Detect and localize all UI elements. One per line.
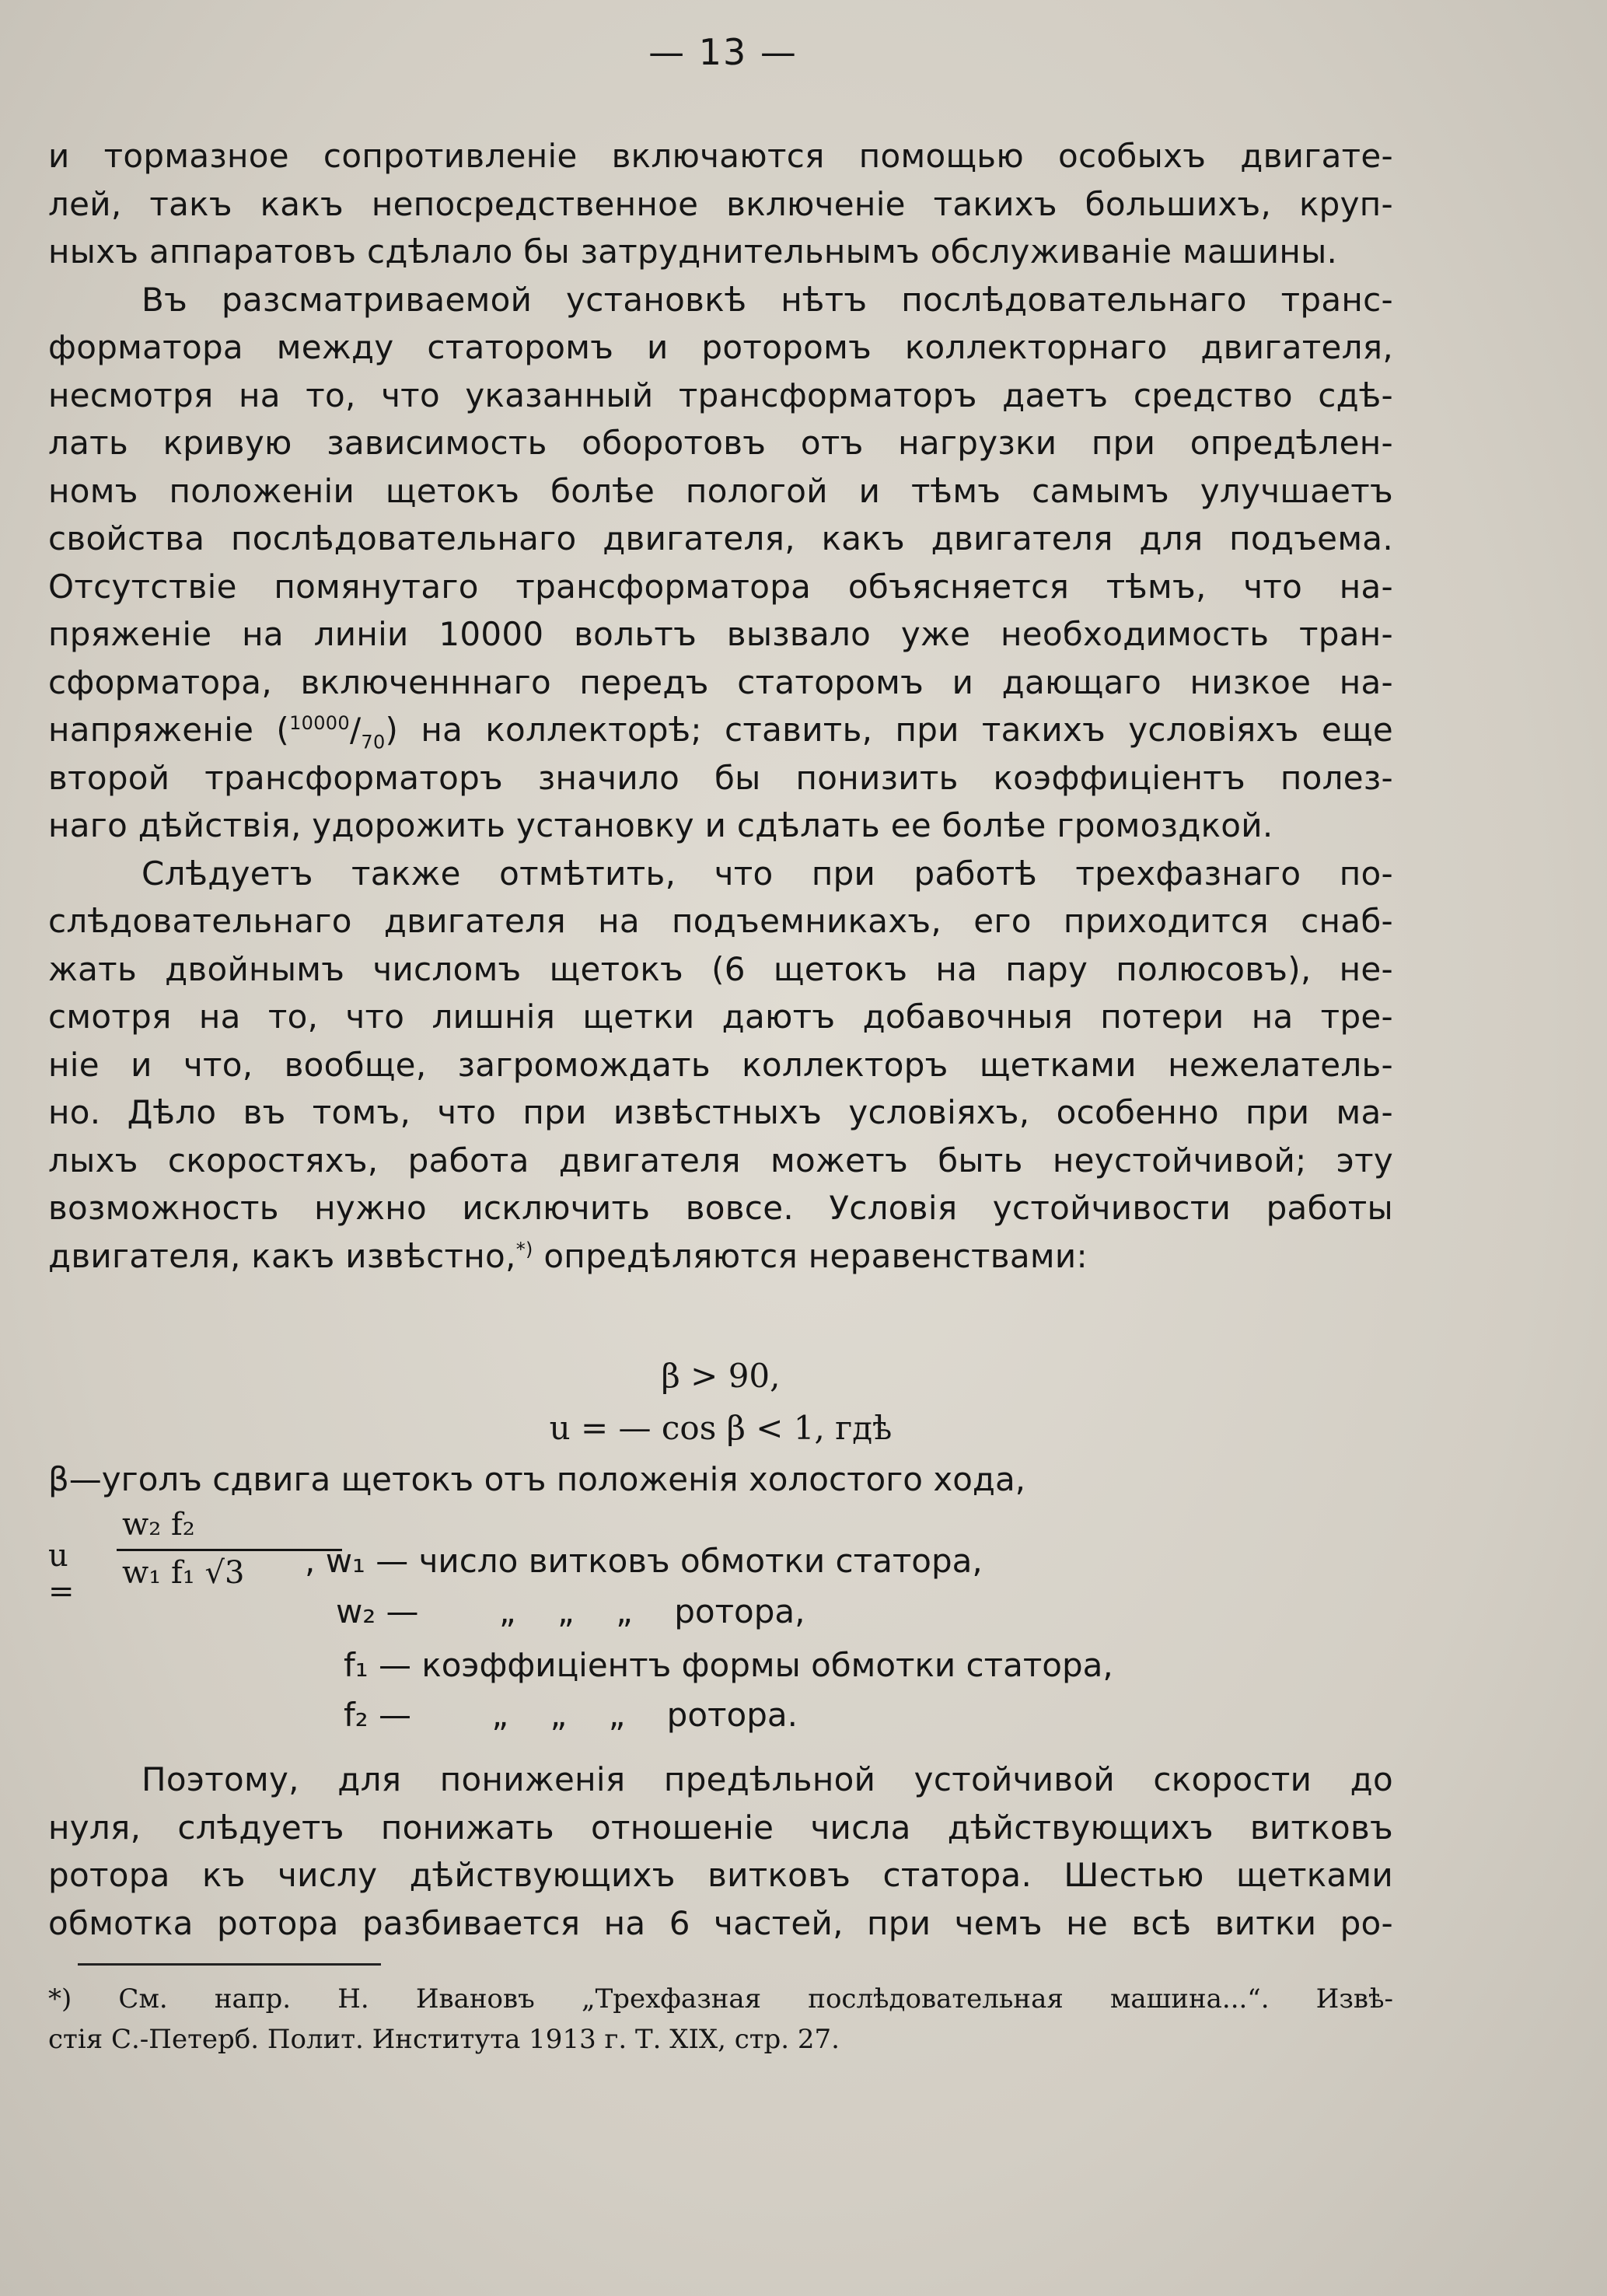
text-line: нуля, слѣдуетъ понижать отношеніе числа дѣйствующихъ витковъ [48,1808,1393,1847]
text-line: свойства послѣдовательнаго двигателя, какъ двигателя для подъема. [48,519,1393,557]
main-text-continued [48,1756,1393,1947]
definition-f1 [344,1642,1113,1689]
formula-inequality-2: u = — cos β < 1, гдѣ [549,1409,893,1447]
text-line: форматора между статоромъ и роторомъ коллекторнаго двигателя, [48,328,1393,366]
definition-text: число витковъ обмотки статора, [418,1542,983,1580]
definition-text: „ „ „ ротора, [498,1592,805,1630]
text-line: Поэтому, для пониженія предѣльной устойчивой скорости до [141,1760,1393,1798]
text-line: несмотря на то, что указанный трансформаторъ даетъ средство сдѣ- [48,376,1393,414]
beta-definition: β—уголъ сдвига щетокъ отъ положенія холостого хода, [48,1460,1026,1498]
definition-text: коэффиціентъ формы обмотки статора, [421,1646,1113,1684]
symbol: , w₁ — [305,1542,409,1580]
ratio-line-rest: на коллекторѣ; ставить, при такихъ условіяхъ еще [421,711,1393,749]
text-line: обмотка ротора разбивается на 6 частей, при чемъ не всѣ витки ро- [48,1903,1393,1942]
symbol: f₂ — [344,1696,411,1734]
definition-w2 [336,1588,805,1635]
text-line: ніе и что, вообще, загромождать коллекторъ щетками нежелатель- [48,1045,1393,1084]
ratio-suffix: ) [385,711,399,749]
footnote-mark: *) [515,1238,533,1260]
definition-w1 [305,1538,983,1585]
ratio-denominator: 70 [361,731,386,753]
definition-f2 [344,1692,798,1739]
text-line: номъ положеніи щетокъ болѣе пологой и тѣмъ самымъ улучшаетъ [48,471,1393,510]
text-line: ротора къ числу дѣйствующихъ витковъ статора. Шестью щетками [48,1856,1393,1894]
text-line: смотря на то, что лишнія щетки даютъ добавочныя потери на тре- [48,998,1393,1036]
text-line: но. Дѣло въ томъ, что при извѣстныхъ условіяхъ, особенно при ма- [48,1093,1393,1131]
text-line-footnote-ref [48,1232,1393,1281]
text-line: Слѣдуетъ также отмѣтить, что при работѣ трехфазнаго по- [141,854,1393,893]
symbol: w₂ — [336,1592,419,1630]
footnote-line: *) См. напр. Н. Ивановъ „Трехфазная послѣдовательная машина...“. Извѣ- [48,1983,1393,2015]
text-line: сформатора, включенннаго передъ статоромъ и дающаго низкое на- [48,662,1393,701]
footnote-divider [78,1963,381,1966]
main-text [48,132,1393,1280]
text-line: слѣдовательнаго двигателя на подъемникахъ, его приходится снаб- [48,902,1393,940]
text-line: пряженіе на линіи 10000 вольтъ вызвало уже необходимость тран- [48,615,1393,653]
definition-text: „ „ „ ротора. [491,1696,798,1734]
text-line: лыхъ скоростяхъ, работа двигателя можетъ быть неустойчивой; эту [48,1141,1393,1179]
text-line: наго дѣйствія, удорожить установку и сдѣлать ее болѣе громоздкой. [48,806,1273,844]
page-number: — 13 — [648,31,798,73]
fraction-numerator: w₂ f₂ [122,1507,195,1543]
symbol: f₁ — [344,1646,411,1684]
text-line: лать кривую зависимость оборотовъ отъ нагрузки при опредѣлен- [48,424,1393,462]
fraction-denominator: w₁ f₁ √3 [122,1555,245,1591]
text-line: лей, такъ какъ непосредственное включеніе такихъ большихъ, круп- [48,184,1393,223]
footnote [48,1979,1393,2060]
fraction-lhs: u = [48,1538,75,1609]
ratio-prefix: напряженіе ( [48,711,290,749]
text-fragment: опредѣляются неравенствами: [543,1236,1088,1275]
formula-inequality-1: β > 90, [661,1357,781,1395]
footnote-line: стія С.-Петерб. Полит. Института 1913 г. Т. XIX, стр. 27. [48,2024,840,2055]
ratio-numerator: 10000 [289,712,350,734]
text-line: ныхъ аппаратовъ сдѣлало бы затруднительнымъ обслуживаніе машины. [48,232,1338,271]
text-line: второй трансформаторъ значило бы понизить коэффиціентъ полез- [48,758,1393,797]
text-line: и тормазное сопротивленіе включаются помощью особыхъ двигате- [48,137,1393,175]
text-fragment: двигателя, какъ извѣстно, [48,1236,516,1275]
text-line: возможность нужно исключить вовсе. Условія устойчивости работы [48,1189,1393,1227]
text-line: Отсутствіе помянутаго трансформатора объясняется тѣмъ, что на- [48,567,1393,606]
text-line: Въ разсматриваемой установкѣ нѣтъ послѣдовательнаго транс- [141,280,1393,319]
text-line-ratio: напряженіе $(^{10000}/_{70})$ на коллекторѣ; ставить, при такихъ условіяхъ еще [48,711,1393,753]
text-line: жать двойнымъ числомъ щетокъ (6 щетокъ на пару полюсовъ), не- [48,949,1393,988]
